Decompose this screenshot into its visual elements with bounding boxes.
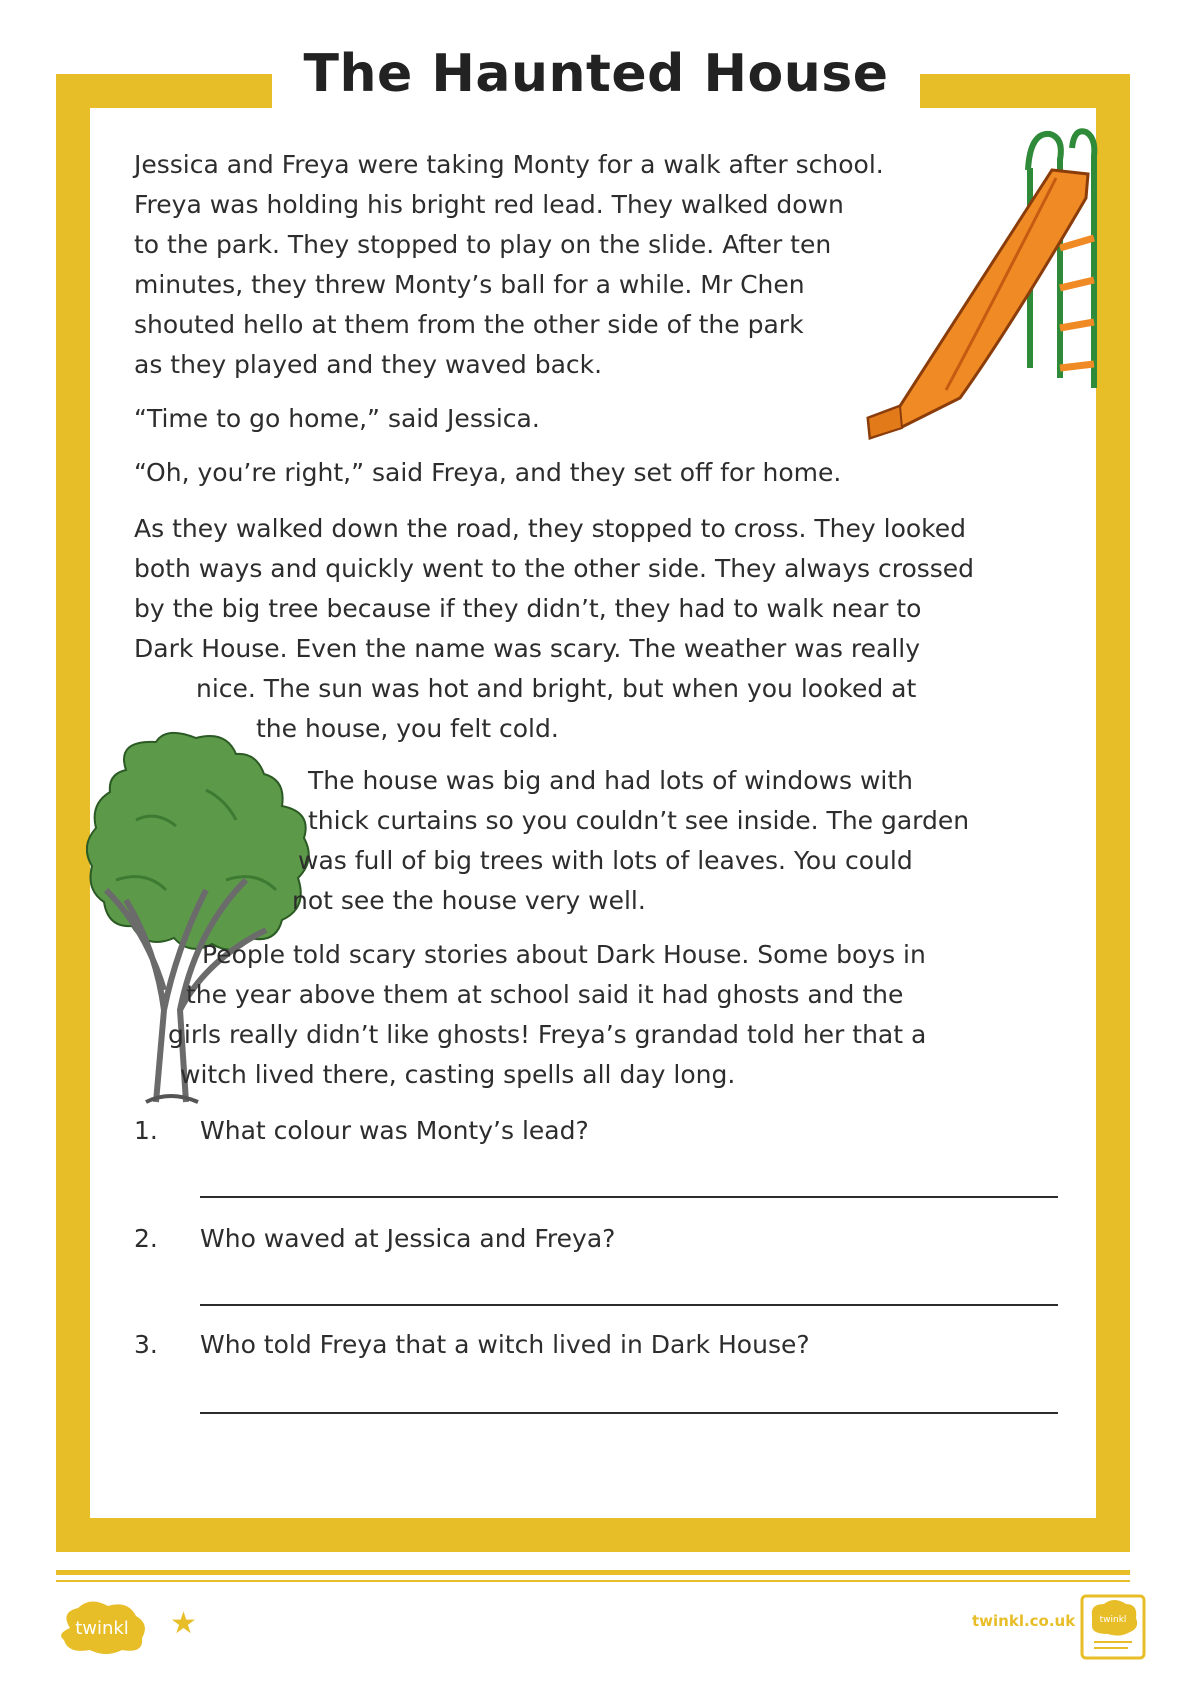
paragraph-3: “Oh, you’re right,” said Freya, and they set off for home. — [134, 458, 842, 487]
twinkl-logo[interactable] — [56, 1598, 148, 1656]
page-title: The Haunted House — [303, 44, 889, 104]
paragraph-2: “Time to go home,” said Jessica. — [134, 404, 540, 433]
text-line: witch lived there, casting spells all day long. — [180, 1060, 736, 1089]
text-line: to the park. They stopped to play on the slide. After ten — [134, 230, 832, 259]
answer-line[interactable] — [200, 1196, 1058, 1198]
text-line: girls really didn’t like ghosts! Freya’s grandad told her that a — [168, 1020, 927, 1049]
question-text: What colour was Monty’s lead? — [200, 1116, 589, 1145]
text-line: nice. The sun was hot and bright, but when you looked at — [196, 674, 917, 703]
text-line: Dark House. Even the name was scary. The weather was really — [134, 634, 921, 663]
logo-text: twinkl — [75, 1618, 129, 1639]
text-line: the year above them at school said it had ghosts and the — [186, 980, 904, 1009]
question-number: 1. — [134, 1116, 158, 1145]
text-line: Freya was holding his bright red lead. They walked down — [134, 190, 844, 219]
text-line: minutes, they threw Monty’s ball for a while. Mr Chen — [134, 270, 805, 299]
answer-line[interactable] — [200, 1304, 1058, 1306]
text-line: not see the house very well. — [292, 886, 646, 915]
slide-illustration — [860, 128, 1116, 446]
text-line: the house, you felt cold. — [256, 714, 559, 743]
text-line: People told scary stories about Dark House. Some boys in — [202, 940, 926, 969]
text-line: as they played and they waved back. — [134, 350, 603, 379]
badge-text: twinkl — [1099, 1615, 1127, 1625]
text-line: shouted hello at them from the other side of the park — [134, 310, 804, 339]
footer-divider — [56, 1570, 1130, 1575]
question-text: Who told Freya that a witch lived in Dark House? — [200, 1330, 810, 1359]
text-line: was full of big trees with lots of leaves. You could — [298, 846, 913, 875]
question-text: Who waved at Jessica and Freya? — [200, 1224, 616, 1253]
question-number: 3. — [134, 1330, 158, 1359]
text-line: by the big tree because if they didn’t, they had to walk near to — [134, 594, 922, 623]
answer-line[interactable] — [200, 1412, 1058, 1414]
quality-badge-icon — [1078, 1592, 1148, 1662]
text-line: Jessica and Freya were taking Monty for a walk after school. — [134, 150, 884, 179]
text-line: both ways and quickly went to the other side. They always crossed — [134, 554, 975, 583]
question-number: 2. — [134, 1224, 158, 1253]
website-link[interactable]: twinkl.co.uk — [972, 1612, 1076, 1630]
star-icon: ★ — [170, 1606, 197, 1641]
text-line: As they walked down the road, they stopped to cross. They looked — [134, 514, 967, 543]
tree-illustration — [86, 730, 314, 1110]
text-line: The house was big and had lots of windows with — [308, 766, 914, 795]
footer-divider-thin — [56, 1580, 1130, 1582]
text-line: thick curtains so you couldn’t see inside. The garden — [308, 806, 970, 835]
